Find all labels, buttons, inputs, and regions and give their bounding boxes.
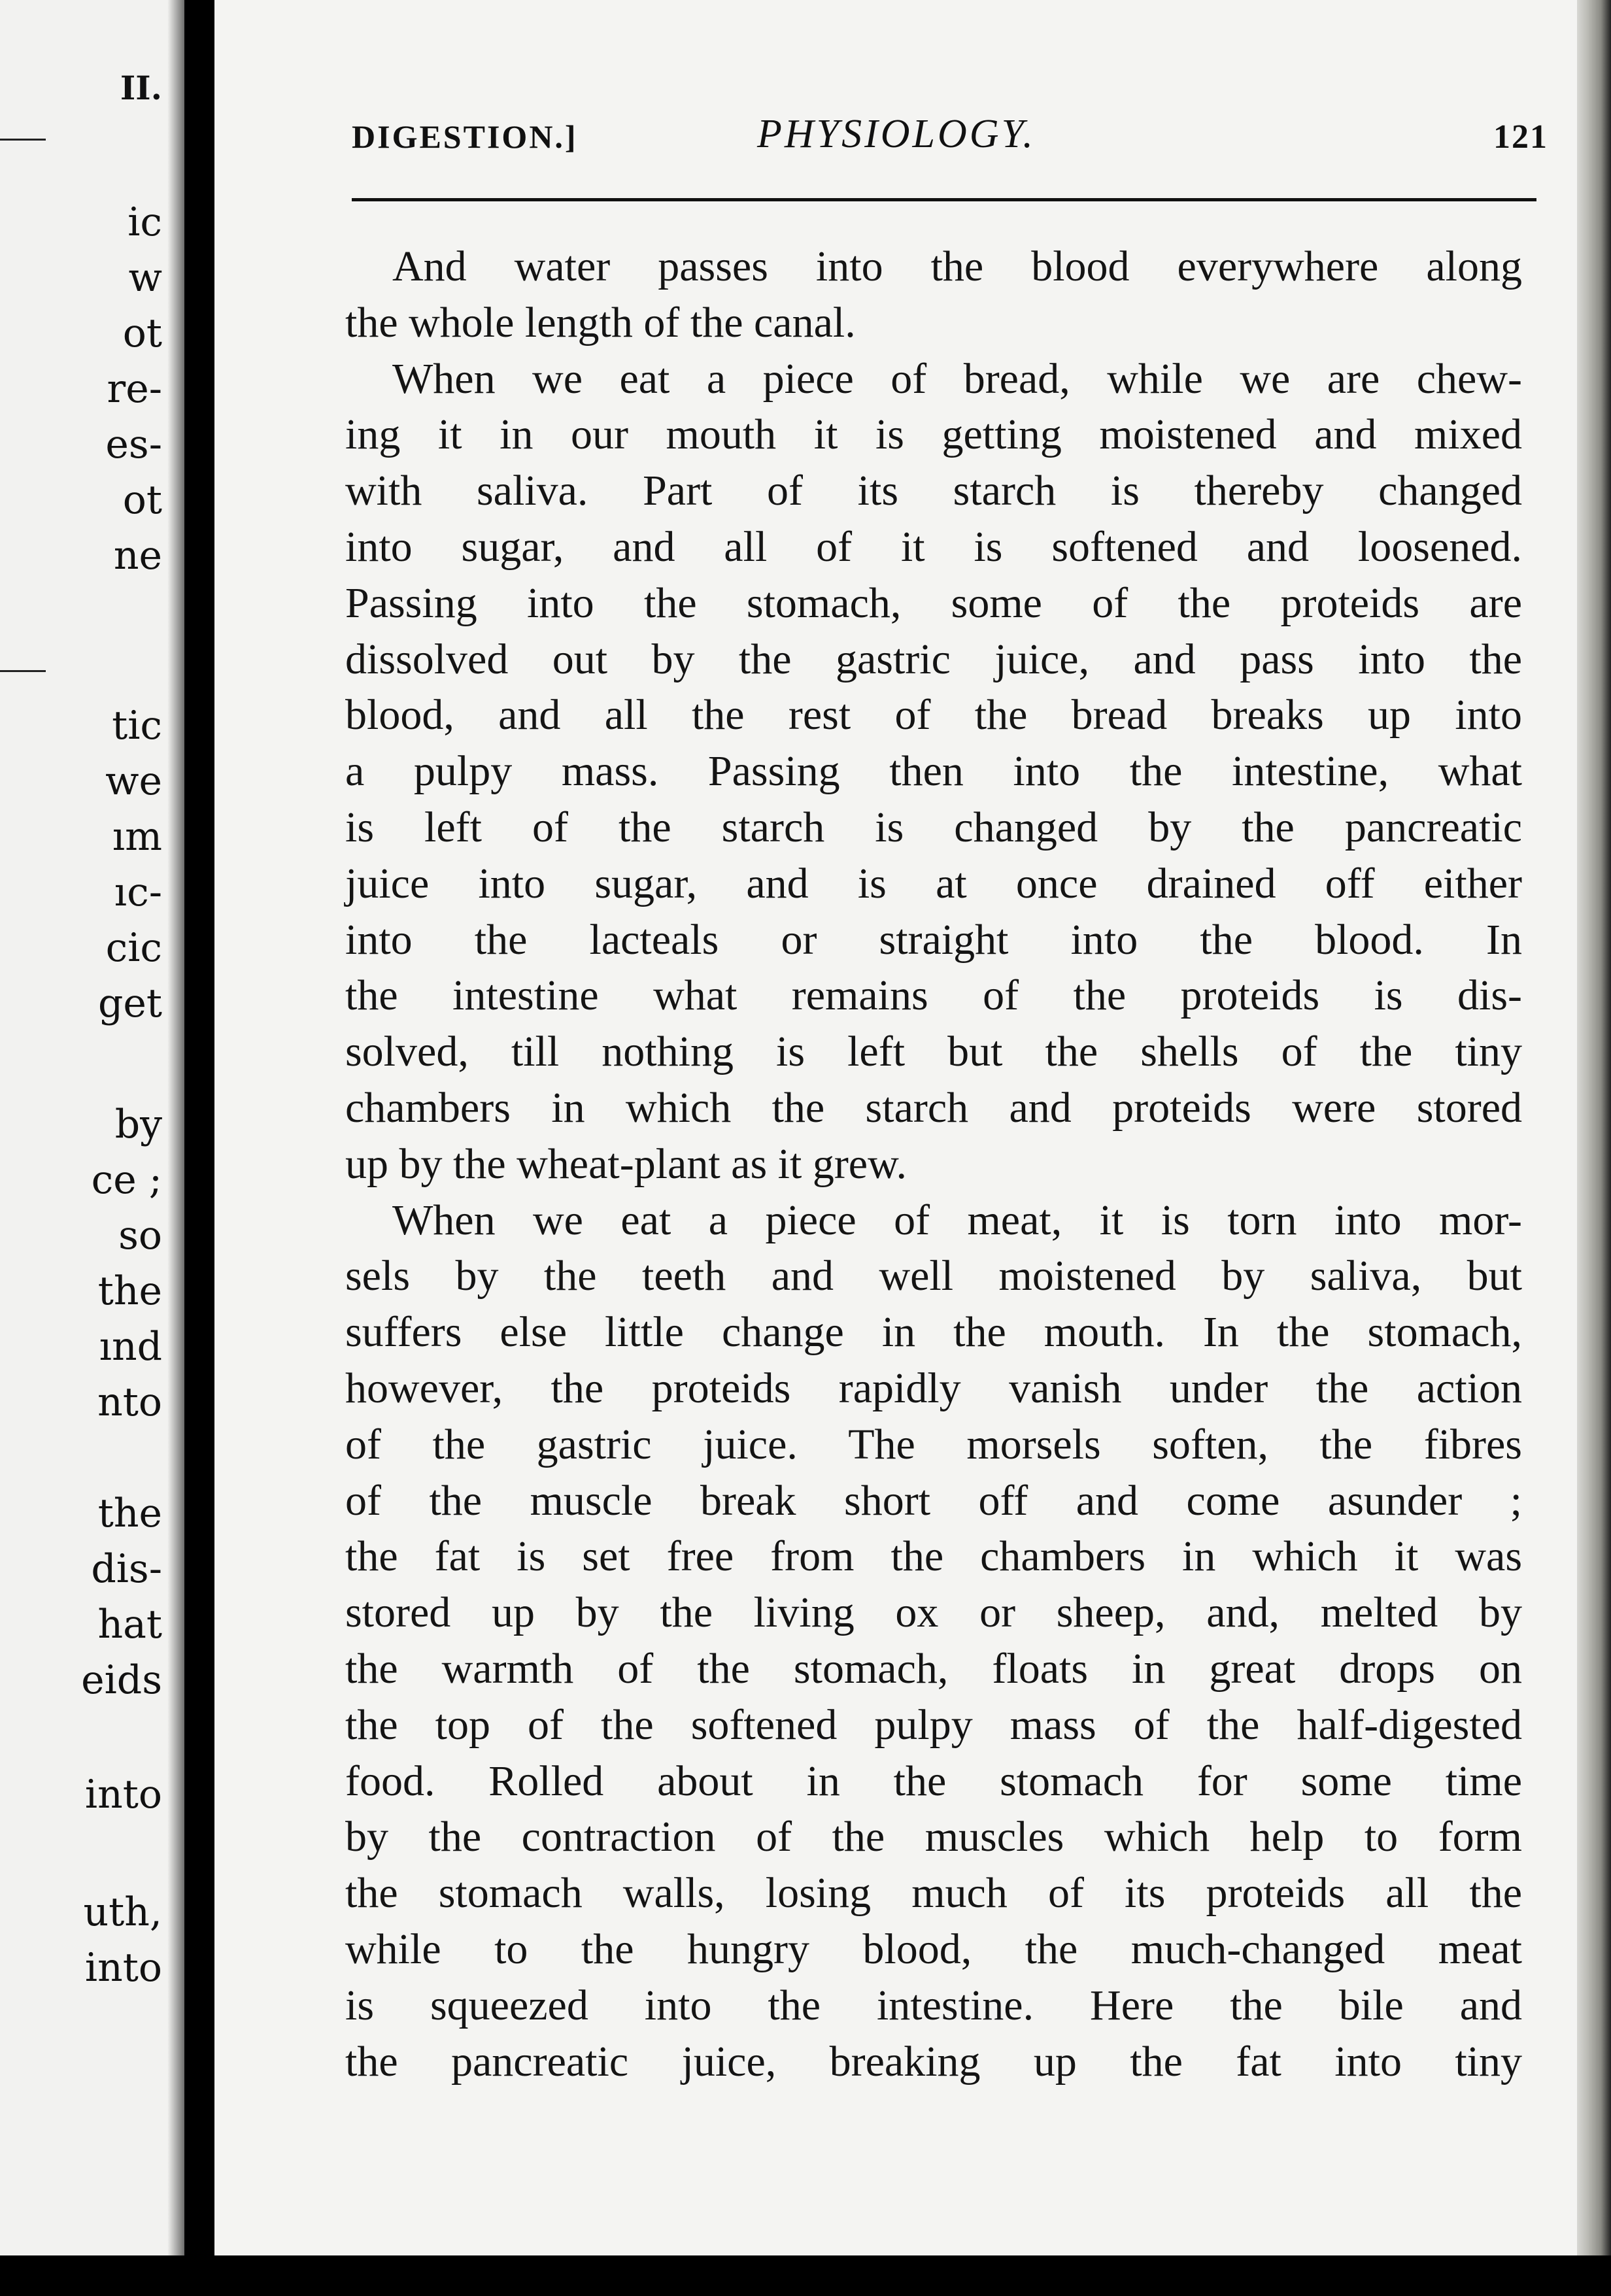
previous-page-fragment: tic xyxy=(112,703,162,749)
text-line: suffers else little change in the mouth. In the stomach, xyxy=(345,1308,1522,1357)
previous-page-fragment: ic xyxy=(127,199,162,245)
previous-page-fragment: the xyxy=(97,1268,162,1314)
text-line: into the lacteals or straight into the blood. In xyxy=(345,915,1522,964)
scan-bottom-margin xyxy=(0,2255,1611,2296)
previous-page-fragment: uth, xyxy=(83,1889,162,1935)
previous-page-fragment: dis- xyxy=(91,1546,162,1592)
page-edge xyxy=(1577,0,1611,2296)
previous-page-fragment: w xyxy=(128,255,162,301)
text-line: chambers in which the starch and proteids were stored xyxy=(345,1083,1522,1132)
text-line: the intestine what remains of the proteids is dis- xyxy=(345,971,1522,1020)
text-line: When we eat a piece of bread, while we are chew- xyxy=(392,354,1522,403)
text-line: ing it in our mouth it is getting moistened and mixed xyxy=(345,411,1522,459)
text-line: And water passes into the blood everywhere along xyxy=(392,243,1522,290)
text-line: solved, till nothing is left but the shells of the tiny xyxy=(345,1028,1522,1076)
text-line: food. Rolled about in the stomach for some time xyxy=(345,1757,1522,1805)
text-line: the warmth of the stomach, floats in great drops on xyxy=(345,1644,1522,1693)
previous-page-fragment: re- xyxy=(107,366,162,412)
previous-page-fragment: into xyxy=(84,1945,162,1991)
previous-page-fragment: ıc- xyxy=(114,869,162,915)
previous-page-fragment: ne xyxy=(113,533,162,579)
previous-page-fragment: ot xyxy=(122,477,162,523)
running-header xyxy=(352,111,1548,170)
text-line: the pancreatic juice, breaking up the fat into tiny xyxy=(345,2037,1522,2085)
previous-page-fragment: ım xyxy=(112,814,162,860)
text-line: When we eat a piece of meat, it is torn into mor- xyxy=(392,1196,1522,1244)
previous-page-fragment: cic xyxy=(105,925,162,971)
text-line: of the muscle break short off and come asunder ; xyxy=(345,1476,1522,1525)
previous-page-fragment: so xyxy=(118,1213,162,1258)
previous-page-fragment: ot xyxy=(122,311,162,356)
previous-page-fragment: nto xyxy=(97,1379,162,1425)
text-line: the stomach walls, losing much of its proteids all the xyxy=(345,1869,1522,1917)
text-line: is squeezed into the intestine. Here the bile and xyxy=(345,1981,1522,2029)
text-line: is left of the starch is changed by the pancreatic xyxy=(345,803,1522,851)
text-line: into sugar, and all of it is softened and loosened. xyxy=(345,522,1522,571)
text-line: of the gastric juice. The morsels soften, the fibres xyxy=(345,1420,1522,1468)
text-line: the whole length of the canal. xyxy=(345,298,856,346)
gutter-shadow xyxy=(167,0,184,2296)
text-line: while to the hungry blood, the much-changed meat xyxy=(345,1925,1522,1973)
previous-page-fragment: es- xyxy=(105,422,162,467)
header-rule xyxy=(352,198,1536,201)
page-number: 121 xyxy=(1493,118,1548,156)
text-line: juice into sugar, and is at once drained off either xyxy=(345,859,1522,907)
book-page xyxy=(214,0,1577,2255)
text-line: the top of the softened pulpy mass of the half-digested xyxy=(345,1700,1522,1749)
text-line: with saliva. Part of its starch is thereby changed xyxy=(345,467,1522,515)
previous-page-fragment: into xyxy=(84,1772,162,1817)
text-line: stored up by the living ox or sheep, and, melted by xyxy=(345,1589,1522,1637)
text-line: Passing into the stomach, some of the proteids are xyxy=(345,579,1522,627)
previous-page-fragment: get xyxy=(97,981,162,1026)
previous-page-strip xyxy=(0,0,184,2296)
text-line: by the contraction of the muscles which help to form xyxy=(345,1813,1522,1861)
text-line: dissolved out by the gastric juice, and pass into the xyxy=(345,635,1522,683)
text-line: however, the proteids rapidly vanish under the action xyxy=(345,1364,1522,1412)
book-title: PHYSIOLOGY. xyxy=(757,112,1036,156)
text-line: blood, and all the rest of the bread breaks up into xyxy=(345,691,1522,739)
previous-page-fragment: ınd xyxy=(99,1324,162,1370)
text-line: sels by the teeth and well moistened by saliva, but xyxy=(345,1252,1522,1300)
text-line: a pulpy mass. Passing then into the intestine, what xyxy=(345,747,1522,796)
previous-page-fragment: by xyxy=(114,1102,162,1147)
body-text xyxy=(345,239,1522,2089)
previous-page-header-rule xyxy=(0,139,46,141)
previous-page-fragment: we xyxy=(105,758,162,804)
text-line: the fat is set free from the chambers in which it was xyxy=(345,1532,1522,1581)
previous-page-fragment: II. xyxy=(120,69,162,107)
text-line: up by the wheat-plant as it grew. xyxy=(345,1140,907,1188)
previous-page-fragment: eids xyxy=(81,1657,162,1703)
previous-page-fragment: hat xyxy=(97,1602,162,1647)
section-title: DIGESTION.] xyxy=(352,118,578,155)
previous-page-section-rule xyxy=(0,670,46,672)
previous-page-fragment: ce ; xyxy=(91,1157,162,1203)
previous-page-fragment: the xyxy=(97,1491,162,1536)
